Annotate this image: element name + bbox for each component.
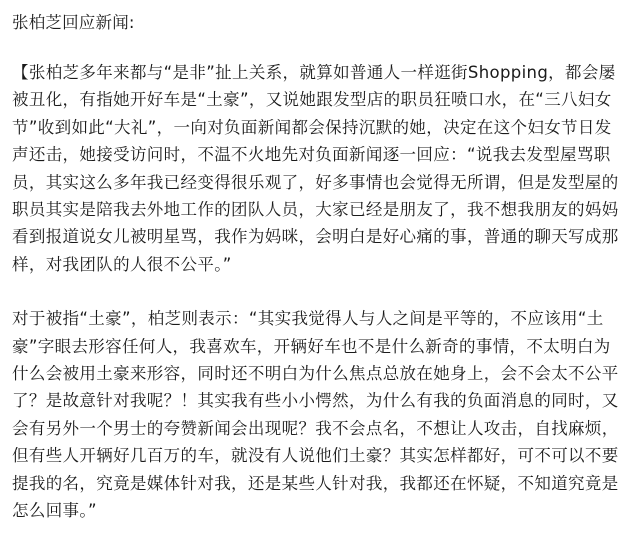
article — [12, 0, 624, 525]
article-title: 张柏芝回应新闻: — [12, 13, 135, 32]
article-paragraph-2: 对于被指“土豪”，柏芝则表示：“其实我觉得人与人之间是平等的，不应该用“土豪”字眼去形容任何人，我喜欢车，开辆好车也不是什么新奇的事情，不太明白为什么会被用土豪来形容，同时还不明白为什么焦点总放在她身上，会不会太不公平了？是故意针对我呢？！其实我有些小小愕然，为什么有我的负面消息的同时，又会有另外一个男士的夸赞新闻会出现呢？我不会点名，不想让人攻击，自找麻烦，但有些人开辆好几百万的车，就没有人说他们土豪？其实怎样都好，可不可以不要提我的名，究竟是媒体针对我，还是某些人针对我，我都还在怀疑，不知道究竟是怎么回事。” — [12, 309, 619, 521]
article-paragraph-1: 【张柏芝多年来都与“是非”扯上关系，就算如普通人一样逛街Shopping，都会屡被丑化，有指她开好车是“土豪”，又说她跟发型店的职员狂喷口水，在“三八妇女节”收到如此“大礼”，一向对负面新闻都会保持沉默的她，决定在这个妇女节日发声还击，她接受访问时，不温不火地先对负面新闻逐一回应：“说我去发型屋骂职员，其实这么多年我已经变得很乐观了，好多事情也会觉得无所谓，但是发型屋的职员其实是陪我去外地工作的团队人员，大家已经是朋友了，我不想我朋友的妈妈看到报道说女儿被明星骂，我作为妈咪，会明白是好心痛的事，普通的聊天写成那样，对我团队的人很不公平。” — [12, 63, 619, 274]
